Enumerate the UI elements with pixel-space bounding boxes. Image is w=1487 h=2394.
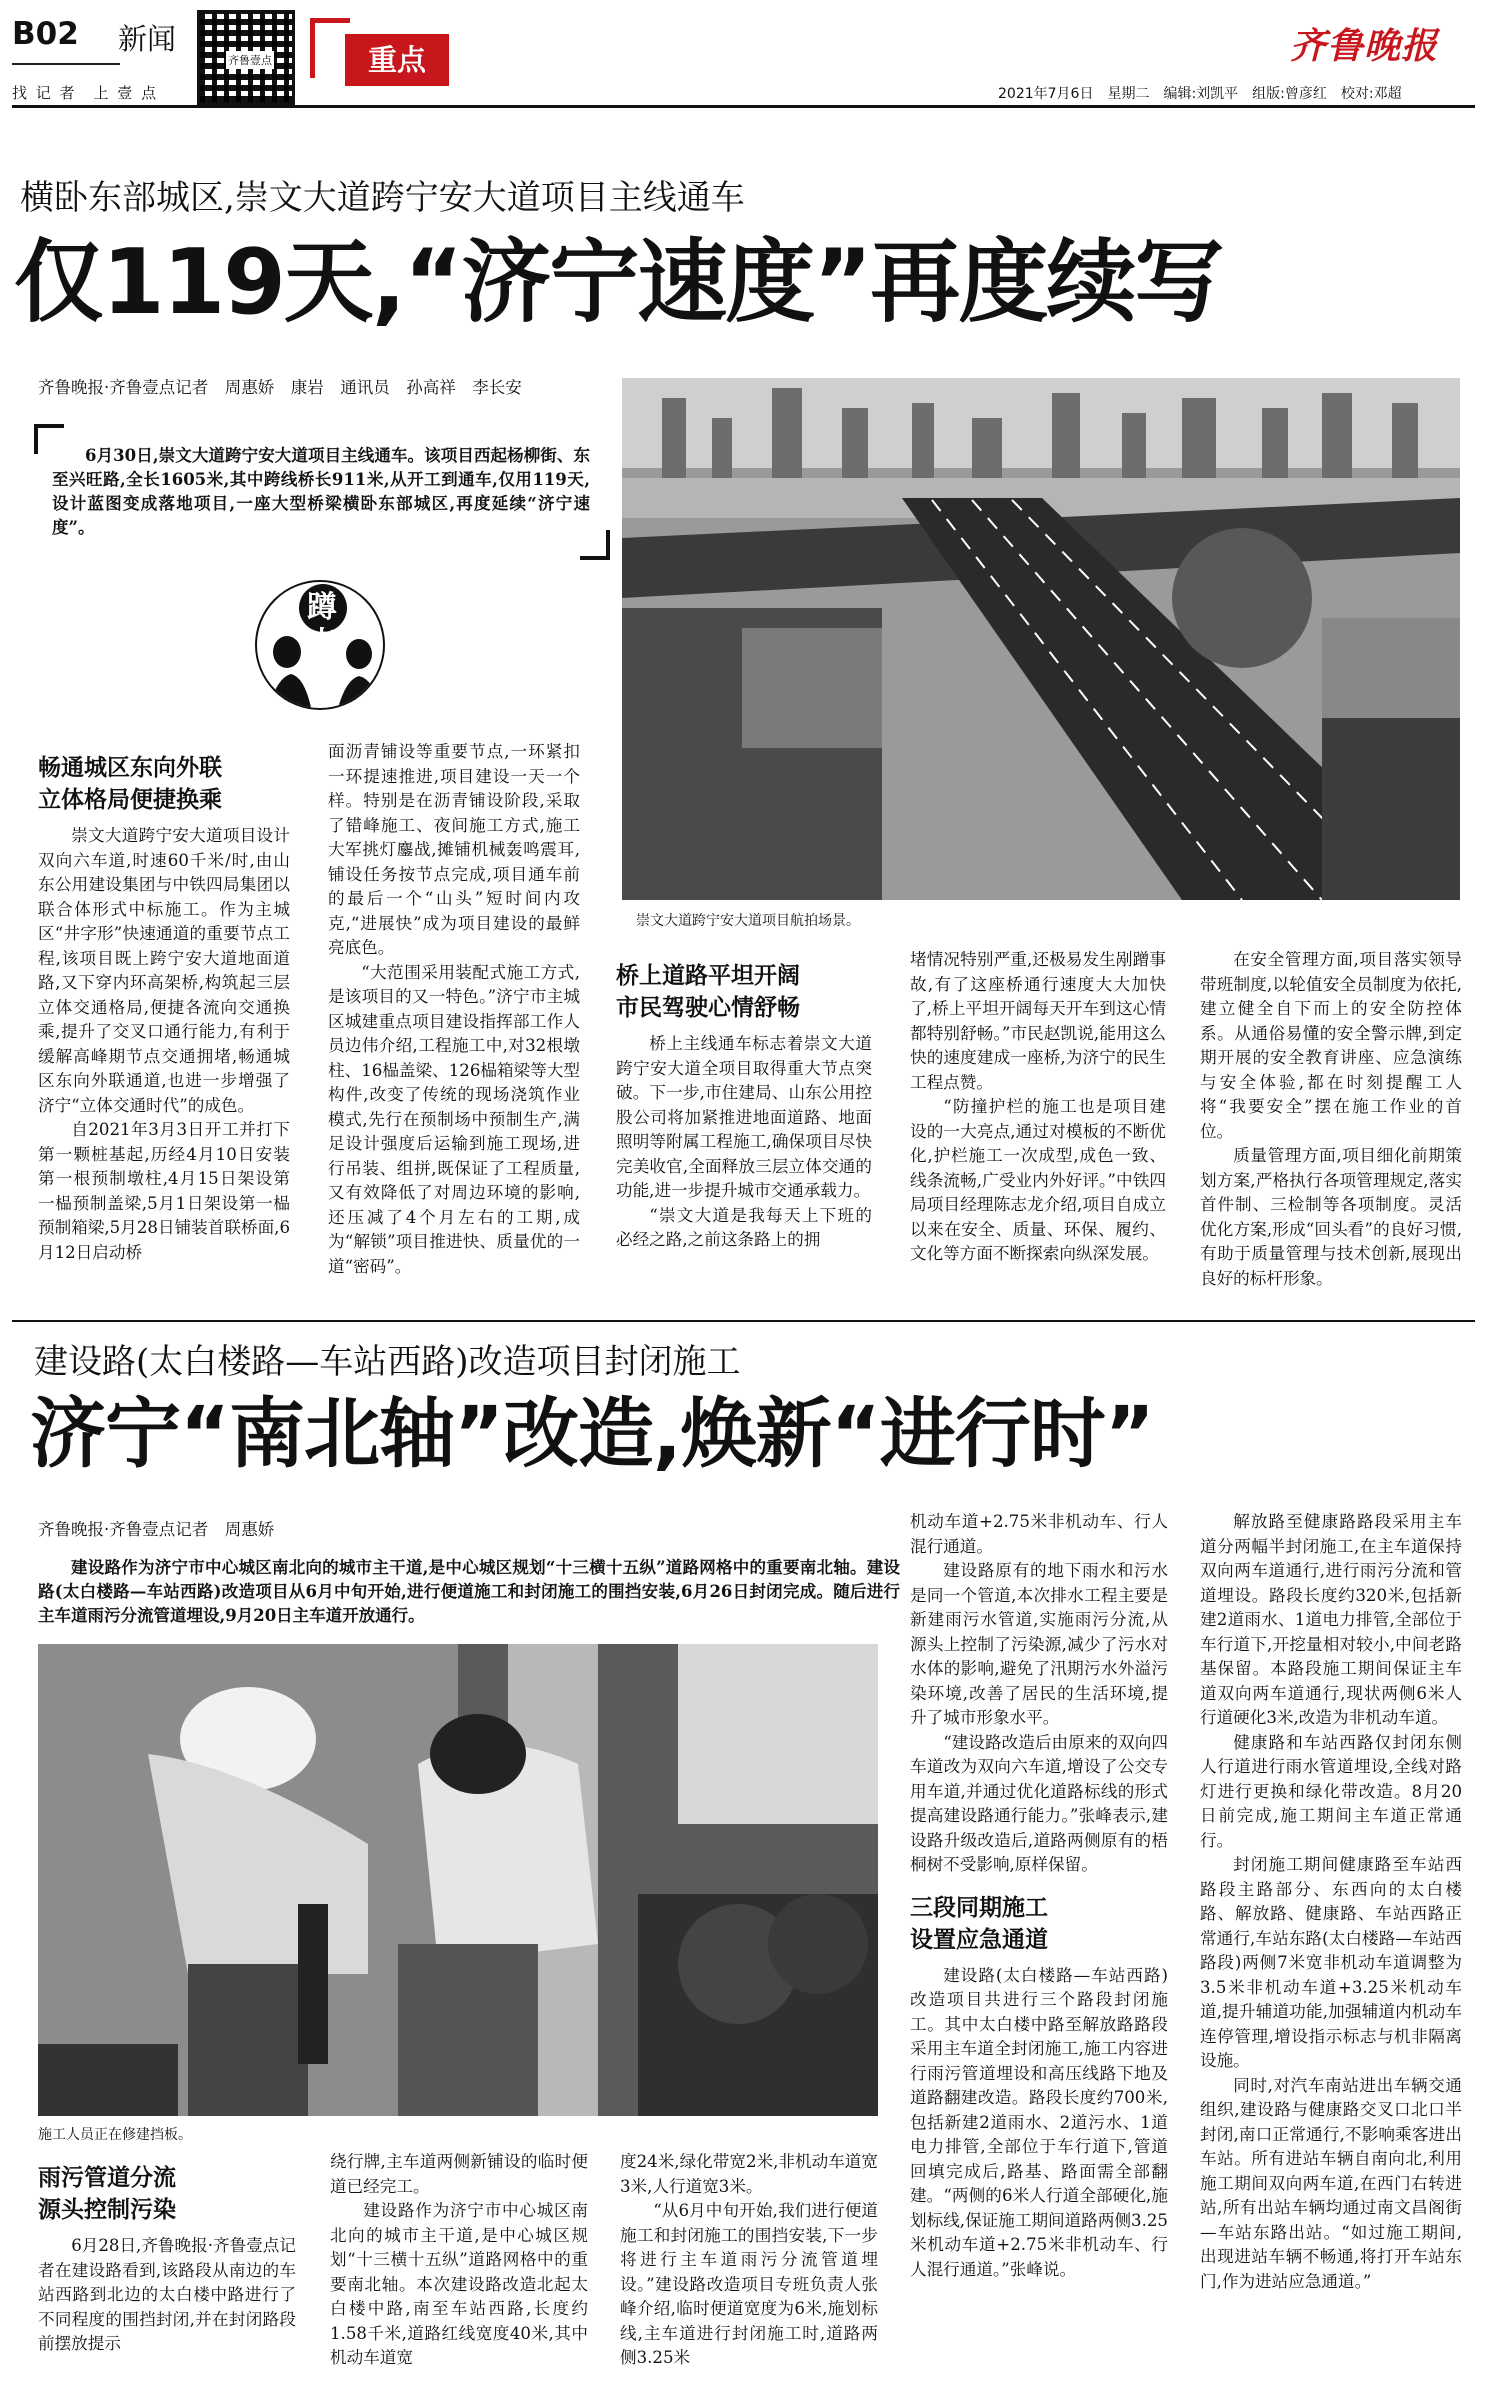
story-divider	[12, 1320, 1475, 1322]
paragraph: 在安全管理方面,项目落实领导带班制度,以轮值安全员制度为依托,建立健全自下而上的安全防控体系。从通俗易懂的安全警示牌,到定期开展的安全教育讲座、应急演练与安全体验,都在时刻提醒工人将“我要安全”摆在施工作业的首位。	[1200, 950, 1462, 1141]
paragraph: 崇文大道跨宁安大道项目设计双向六车道,时速60千米/时,由山东公用建设集团与中铁四局集团以联合体形式中标施工。作为主城区“井字形”快速通道的重要节点工程,该项目既上跨宁安大道地面道路,又下穿内环高架桥,构筑起三层立体交通格局,便捷各流向交通换乘,提升了交叉口通行能力,有利于缓解高峰期节点交通拥堵,畅通城区东向外联通道,也进一步增强了济宁“立体交通时代”的成色。	[38, 826, 290, 1115]
qr-center-label: 齐鲁壹点	[226, 51, 274, 69]
story2-byline: 齐鲁晚报·齐鲁壹点记者 周惠娇	[38, 1520, 275, 1539]
newspaper-logo: 齐鲁晚报	[1290, 25, 1439, 67]
paragraph: 绕行牌,主车道两侧新铺设的临时便道已经完工。	[330, 2152, 588, 2196]
issue-meta: 2021年7月6日 星期二 编辑:刘凯平 组版:曾彦红 校对:邓超	[998, 86, 1402, 102]
paragraph: 解放路至健康路路段采用主车道分两幅半封闭施工,在主车道保持双向两车道通行,进行雨污分流和管道埋设。路段长度约320米,包括新建2道雨水、1道电力排管,全部位于车行道下,开挖量相对较小,中间老路基保留。本路段施工期间保证主车道双向两车道通行,现状两侧6米人行道硬化3米,改造为非机动车道。	[1200, 1512, 1462, 1727]
paragraph: 桥上主线通车标志着崇文大道跨宁安大道全项目取得重大节点突破。下一步,市住建局、山东公用控股公司将加紧推进地面道路、地面照明等附属工程施工,确保项目尽快完美收官,全面释放三层立体交通的功能,进一步提升城市交通承载力。	[616, 1034, 872, 1200]
paragraph: 封闭施工期间健康路至车站西路段主路部分、东西向的太白楼路、解放路、健康路、车站西路正常通行,车站东路(太白楼路—车站西路段)两侧7米宽非机动车道调整为3.5米非机动车道+3.25米机动车道,提升辅道功能,加强辅道内机动车连停管理,增设指示标志与机非隔离设施。	[1200, 1855, 1462, 2070]
story1-column-1	[38, 752, 290, 1312]
story2-lead: 建设路作为济宁市中心城区南北向的城市主干道,是中心城区规划“十三横十五纵”道路网格中的重要南北轴。建设路(太白楼路—车站西路)改造项目从6月中旬开始,进行便道施工和封闭施工的围挡安装,6月26日封闭完成。随后进行主车道雨污分流管道埋设,9月20日主车道开放通行。	[38, 1558, 900, 1625]
paragraph: 堵情况特别严重,还极易发生剐蹭事故,有了这座桥通行速度大大加快了,桥上平坦开阔每天开车到这心情都特别舒畅。”市民赵凯说,能用这么快的速度建成一座桥,为济宁的民生工程点赞。	[910, 950, 1166, 1092]
paragraph: 度24米,绿化带宽2米,非机动车道宽3米,人行道宽3米。	[620, 2152, 878, 2196]
section-badge: 重点	[345, 34, 449, 86]
story2-column-2	[330, 2150, 588, 2382]
paragraph: 建设路(太白楼路—车站西路)改造项目共进行三个路段封闭施工。其中太白楼中路至解放路路段采用主车道全封闭施工,施工内容进行雨污管道埋设和高压线路下地及道路翻建改造。路段长度约700米,包括新建2道雨水、2道污水、1道电力排管,全部位于车行道下,管道回填完成后,路基、路面需全部翻建。“两侧的6米人行道全部硬化,施划标线,保证施工期间道路两侧3.25米机动车道+2.75米非机动车、行人混行通道。”张峰说。	[910, 1965, 1168, 2279]
story2-column-1	[38, 2162, 296, 2382]
header-divider-short	[12, 63, 120, 65]
header-rule	[12, 105, 1475, 108]
story2-column-4	[910, 1510, 1168, 2382]
paragraph: “从6月中旬开始,我们进行便道施工和封闭施工的围挡安装,下一步将进行主车道雨污分流管道埋设。”建设路改造项目专班负责人张峰介绍,临时便道宽度为6米,施划标线,主车道进行封闭施工时,道路两侧3.25米	[620, 2201, 878, 2367]
dundian-stamp-icon	[255, 580, 385, 710]
story1-column-2	[328, 740, 580, 1312]
story2-headline: 济宁“南北轴”改造,焕新“进行时”	[30, 1389, 1154, 1478]
story1-subhead-1: 畅通城区东向外联 立体格局便捷换乘	[38, 755, 222, 813]
section-name: 新闻	[118, 22, 177, 56]
page-number: B02	[12, 16, 79, 52]
story2-kicker: 建设路(太白楼路—车站西路)改造项目封闭施工	[34, 1342, 741, 1382]
story1-column-3	[616, 960, 872, 1312]
worker-photo	[38, 1644, 878, 2116]
paragraph: 6月28日,齐鲁晚报·齐鲁壹点记者在建设路看到,该路段从南边的车站西路到北边的太白楼中路进行了不同程度的围挡封闭,并在封闭路段前摆放提示	[38, 2236, 296, 2353]
paragraph: “大范围采用装配式施工方式,是该项目的又一特色。”济宁市主城区城建重点项目建设指挥部工作人员边伟介绍,工程施工中,对32根墩柱、16榀盖梁、126榀箱梁等大型构件,改变了传统的现场浇筑作业模式,先行在预制场中预制生产,满足设计强度后运输到施工现场,进行吊装、组拼,既保证了工程质量,又有效降低了对周边环境的影响,还压减了4个月左右的工期,成为“解锁”项目推进快、质量优的一道“密码”。	[328, 962, 580, 1276]
story1-column-4	[910, 948, 1166, 1312]
paragraph: 质量管理方面,项目细化前期策划方案,严格执行各项管理规定,落实首件制、三检制等各项制度。灵活优化方案,形成“回头看”的良好习惯,有助于质量管理与技术创新,展现出良好的标杆形象。	[1200, 1146, 1462, 1288]
badge-frame	[310, 18, 315, 78]
aerial-photo	[622, 378, 1460, 900]
paragraph: 建设路作为济宁市中心城区南北向的城市主干道,是中心城区规划“十三横十五纵”道路网格中的重要南北轴。本次建设路改造北起太白楼中路,南至车站西路,长度约1.58千米,道路红线宽度40米,其中机动车道宽	[330, 2201, 588, 2367]
story1-column-5	[1200, 948, 1462, 1312]
paragraph: 健康路和车站西路仅封闭东侧人行道进行雨水管道埋设,全线对路灯进行更换和绿化带改造。8月20日前完成,施工期间主车道正常通行。	[1200, 1732, 1462, 1850]
story1-lead: 6月30日,崇文大道跨宁安大道项目主线通车。该项目西起杨柳街、东至兴旺路,全长1605米,其中跨线桥长911米,从开工到通车,仅用119天,设计蓝图变成落地项目,一座大型桥梁横卧东部城区,再度延续“济宁速度”。	[52, 446, 590, 537]
story2-column-5	[1200, 1510, 1462, 2382]
contact-tagline: 找 记 者 上 壹 点	[12, 84, 159, 102]
paragraph: 机动车道+2.75米非机动车、行人混行通道。	[910, 1512, 1168, 1556]
story1-subhead-2: 桥上道路平坦开阔 市民驾驶心情舒畅	[616, 963, 800, 1021]
paragraph: “建设路改造后由原来的双向四车道改为双向六车道,增设了公交专用车道,并通过优化道路标线的形式提高建设路通行能力。”张峰表示,建设路升级改造后,道路两侧原有的梧桐树不受影响,原样保留。	[910, 1732, 1168, 1874]
paragraph: 建设路原有的地下雨水和污水是同一个管道,本次排水工程主要是新建雨污水管道,实施雨污分流,从源头上控制了污染源,减少了污水对水体的影响,避免了汛期污水外溢污染环境,改善了居民的生活环境,提升了城市形象水平。	[910, 1561, 1168, 1727]
paragraph: “崇文大道是我每天上下班的必经之路,之前这条路上的拥	[616, 1205, 872, 1249]
paragraph: 同时,对汽车南站进出车辆交通组织,建设路与健康路交叉口北口半封闭,南口正常通行,不影响乘客进出车站。所有进站车辆自南向北,利用施工期间双向两车道,在西门右转进站,所有出站车辆均通过南文昌阁街—车站东路出站。“如过施工期间,出现进站车辆不畅通,将打开车站东门,作为进站应急通道。”	[1200, 2075, 1462, 2291]
story1-kicker: 横卧东部城区,崇文大道跨宁安大道项目主线通车	[20, 178, 745, 218]
story2-column-3	[620, 2150, 878, 2382]
story1-headline: 仅119天,“济宁速度”再度续写	[14, 230, 1223, 335]
paragraph: 自2021年3月3日开工并打下第一颗桩基起,历经4月10日安装第一根预制墩柱,4月15日架设第一榀预制盖梁,5月1日架设第一榀预制箱梁,5月28日铺装首联桥面,6月12日启动桥	[38, 1120, 290, 1262]
worker-photo-caption: 施工人员正在修建挡板。	[38, 2127, 192, 2143]
story1-byline: 齐鲁晚报·齐鲁壹点记者 周惠娇 康岩 通讯员 孙高祥 李长安	[38, 378, 522, 397]
paragraph: 面沥青铺设等重要节点,一环紧扣一环提速推进,项目建设一天一个样。特别是在沥青铺设阶段,采取了错峰施工、夜间施工方式,施工大军挑灯鏖战,摊铺机械轰鸣震耳,铺设任务按节点完成,项目通车前的最后一个“山头”短时间内攻克,“进展快”成为项目建设的最鲜亮底色。	[328, 742, 580, 957]
aerial-photo-caption: 崇文大道跨宁安大道项目航拍场景。	[636, 913, 860, 929]
stamp-text: 蹲点	[307, 590, 337, 661]
badge-frame-top	[310, 18, 350, 23]
story2-subhead-1: 雨污管道分流 源头控制污染	[38, 2165, 176, 2223]
qr-code[interactable]	[197, 10, 295, 105]
story2-subhead-2: 三段同期施工 设置应急通道	[910, 1894, 1048, 1953]
paragraph: “防撞护栏的施工也是项目建设的一大亮点,通过对模板的不断优化,护栏施工一次成型,成色一致、线条流畅,广受业内外好评。”中铁四局项目经理陈志龙介绍,项目自成立以来在安全、质量、环保、履约、文化等方面不断探索向纵深发展。	[910, 1097, 1166, 1263]
